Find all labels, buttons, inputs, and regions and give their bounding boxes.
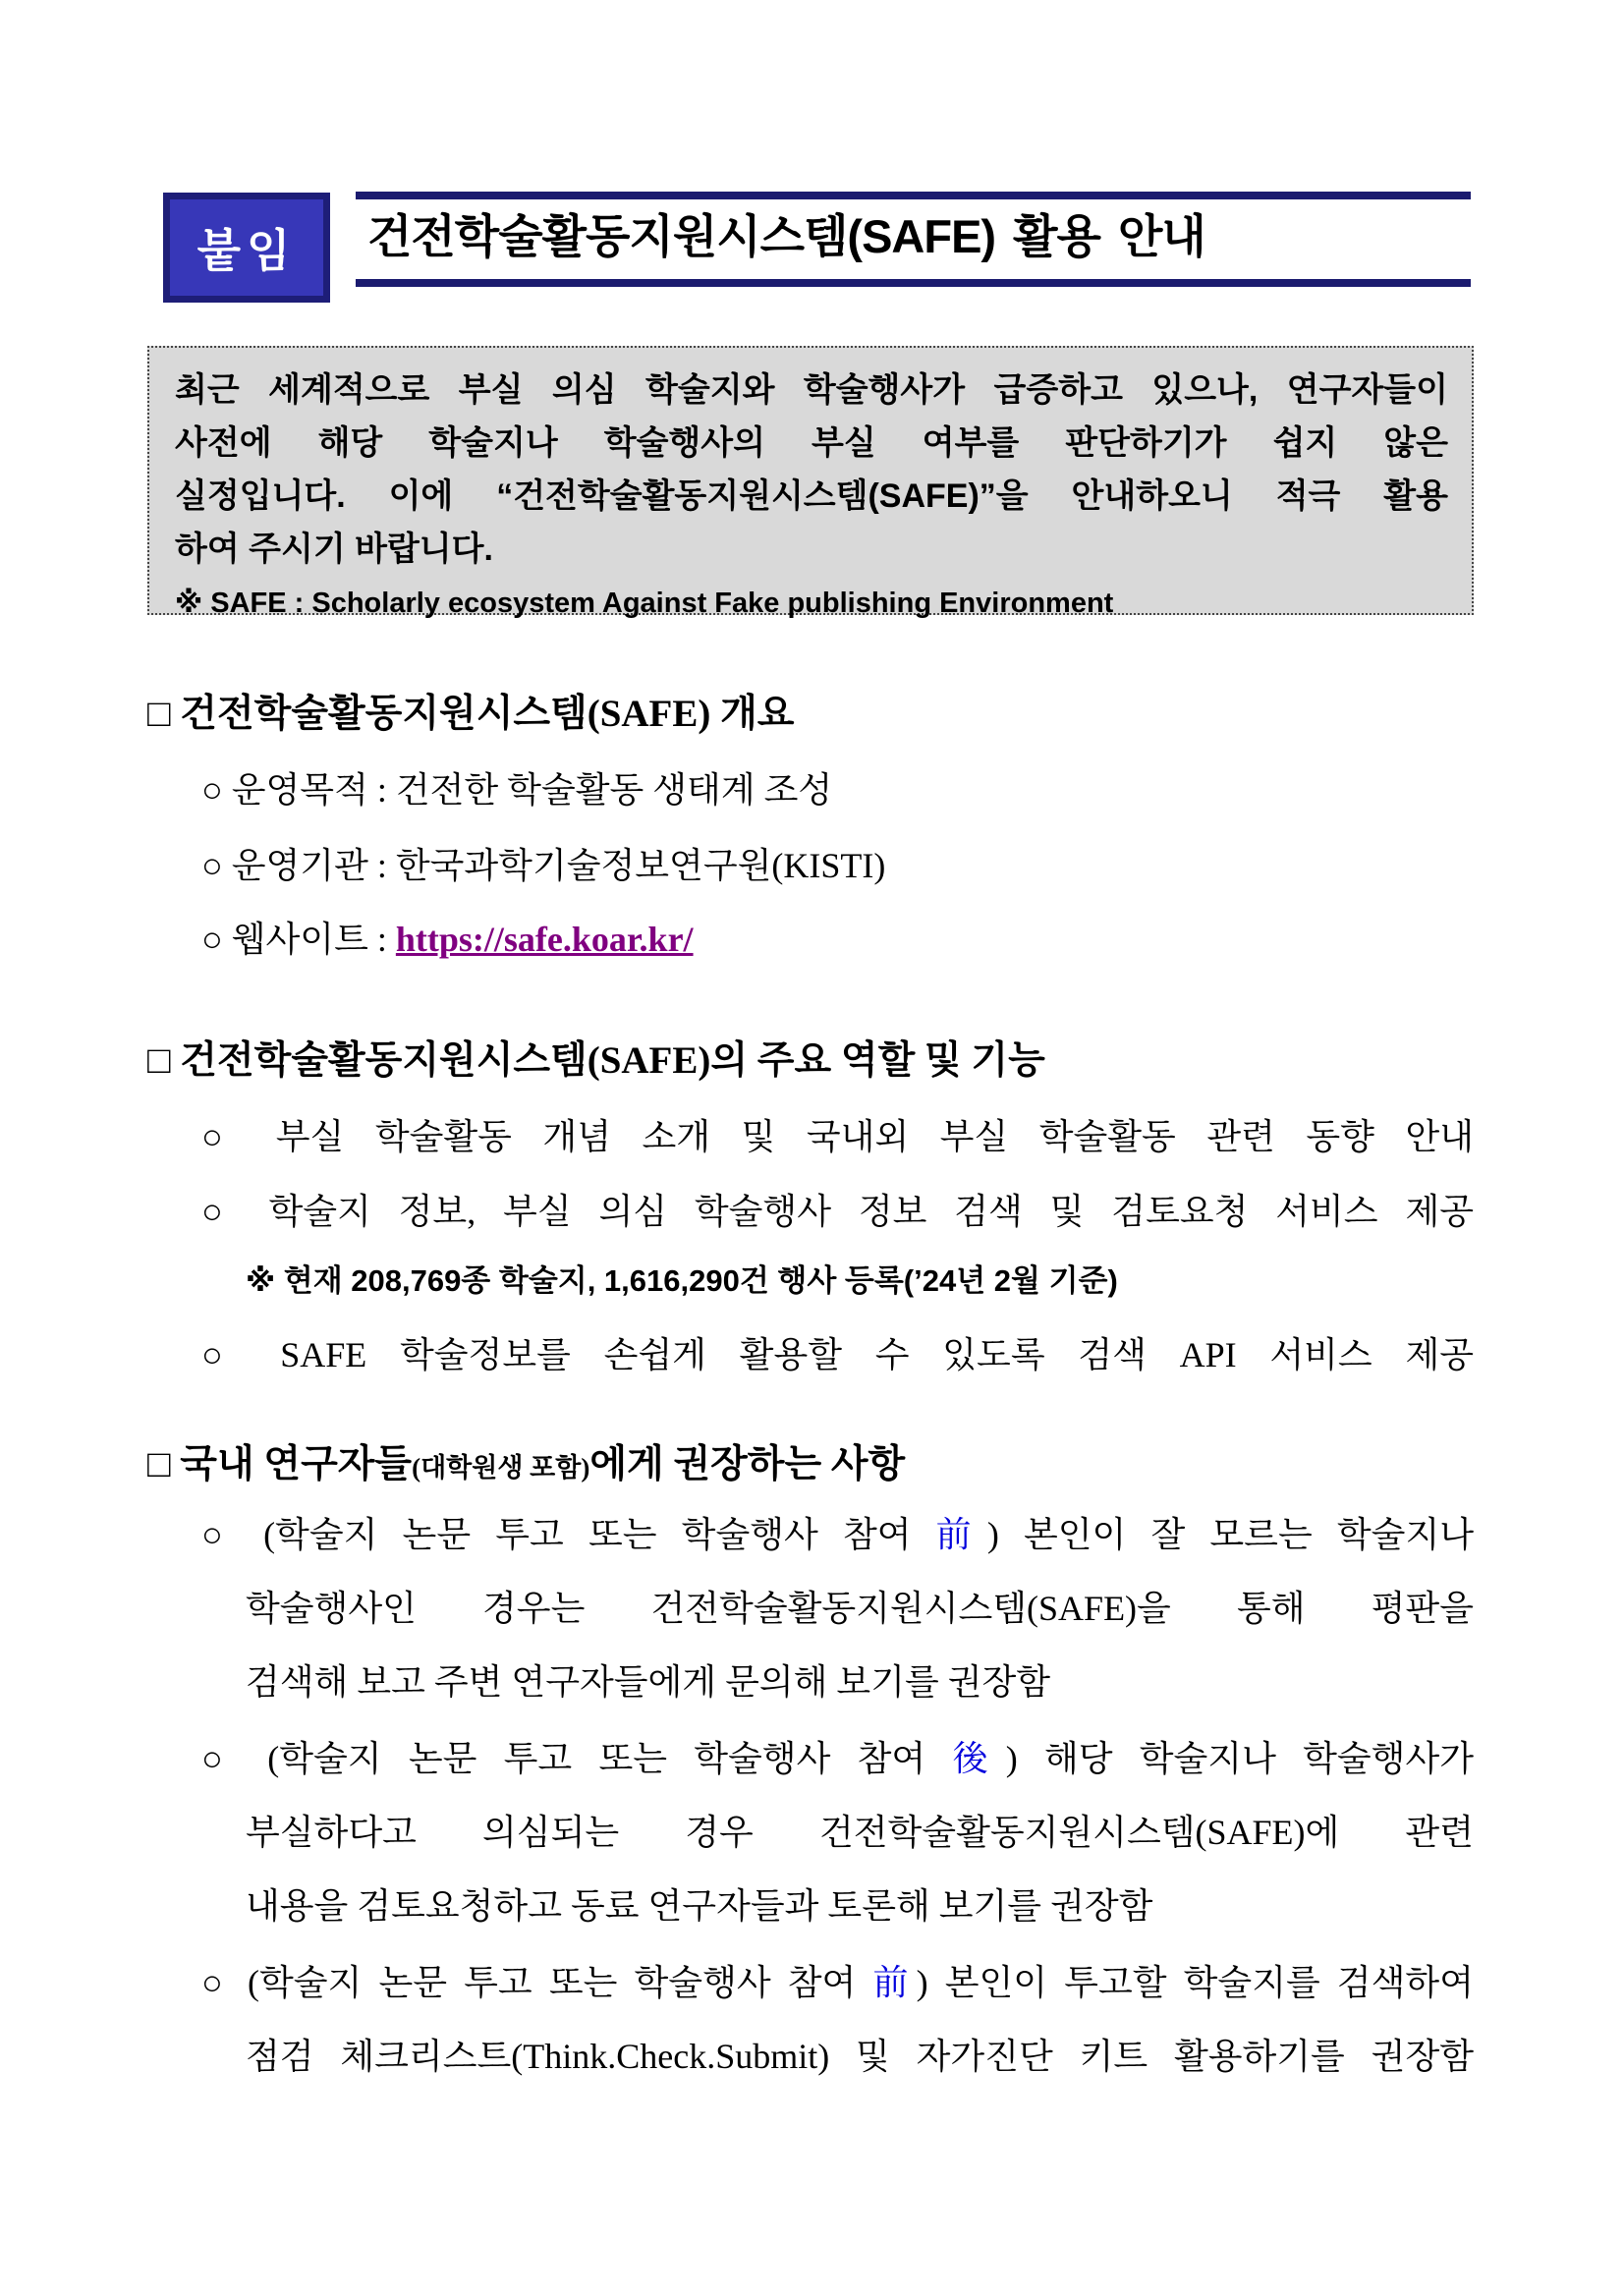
bullet2-post: ) 해당 학술지나 학술행사가	[1005, 1739, 1474, 1778]
safe-acronym-note: ※ SAFE : Scholarly ecosystem Against Fake publishing Environment	[175, 588, 1114, 619]
document-title: 건전학술활동지원시스템(SAFE) 활용 안내	[367, 210, 1205, 262]
bullet3-post: ) 본인이 투고할 학술지를 검색하여	[916, 1963, 1474, 2002]
recommend-bullet2-line3: 내용을 검토요청하고 동료 연구자들과 토론해 보기를 권장함	[246, 1886, 1153, 1926]
intro-box	[147, 346, 1474, 619]
section-overview	[147, 690, 1474, 984]
intro-line-1: 최근 세계적으로 부실 의심 학술지와 학술행사가 급증하고 있으나, 연구자들이	[175, 371, 1448, 409]
registration-stats-note: ※ 현재 208,769종 학술지, 1,616,290건 행사 등록(’24년 2월 기준)	[246, 1263, 1118, 1298]
attachment-badge-label: 붙임	[196, 225, 297, 276]
heading-text-post: 에게 권장하는 사항	[589, 1443, 906, 1485]
hanja-after-icon: 後	[952, 1739, 1006, 1778]
recommend-bullet2-line2: 부실하다고 의심되는 경우 건전학술활동지원시스템(SAFE)에 관련	[246, 1813, 1474, 1852]
bullet-operation-agency: ○ 운영기관 : 한국과학기술정보연구원(KISTI)	[201, 846, 886, 885]
section-recommend-heading	[147, 1440, 905, 1492]
bullet1-pre: ○ (학술지 논문 투고 또는 학술행사 참여	[201, 1515, 936, 1554]
recommend-bullet3-line2: 점검 체크리스트(Think.Check.Submit) 및 자가진단 키트 활용하기를 권장함	[246, 2037, 1474, 2076]
intro-line-4: 하여 주시기 바랍니다.	[175, 531, 493, 568]
bullet-website	[201, 916, 1474, 963]
title-rule-top	[356, 192, 1471, 199]
website-label: ○ 웹사이트 :	[201, 920, 396, 959]
bullet-api-service: ○ SAFE 학술정보를 손쉽게 활용할 수 있도록 검색 API 서비스 제공	[201, 1335, 1474, 1374]
recommend-bullet3-line1	[201, 1959, 1474, 2006]
hanja-before2-icon: 前	[872, 1963, 917, 2002]
title-rule-bottom	[356, 279, 1471, 287]
intro-line-3: 실정입니다. 이에 “건전학술활동지원시스템(SAFE)”을 안내하오니 적극 활용	[175, 477, 1448, 515]
section-roles-heading: □ 건전학술활동지원시스템(SAFE)의 주요 역할 및 기능	[147, 1039, 1045, 1082]
intro-line-2: 사전에 해당 학술지나 학술행사의 부실 여부를 판단하기가 쉽지 않은	[175, 424, 1448, 462]
safe-website-link[interactable]: https://safe.koar.kr/	[395, 920, 694, 959]
bullet-concept-intro: ○ 부실 학술활동 개념 소개 및 국내외 부실 학술활동 관련 동향 안내	[201, 1117, 1474, 1156]
heading-text-small: (대학원생 포함)	[412, 1453, 590, 1483]
recommend-bullet1-line2: 학술행사인 경우는 건전학술활동지원시스템(SAFE)을 통해 평판을	[246, 1589, 1474, 1628]
section-roles	[147, 1036, 1474, 1390]
bullet1-post: ) 본인이 잘 모르는 학술지나	[986, 1515, 1474, 1554]
bullet-operation-purpose: ○ 운영목적 : 건전한 학술활동 생태계 조성	[201, 770, 833, 810]
bullet3-pre: ○ (학술지 논문 투고 또는 학술행사 참여	[201, 1963, 873, 2002]
recommend-bullet1-line3: 검색해 보고 주변 연구자들에게 문의해 보기를 권장함	[246, 1662, 1051, 1702]
heading-text-pre: □ 국내 연구자들	[147, 1443, 413, 1485]
hanja-before-icon: 前	[935, 1515, 987, 1554]
attachment-badge	[163, 193, 330, 303]
bullet-search-service: ○ 학술지 정보, 부실 의심 학술행사 정보 검색 및 검토요청 서비스 제공	[201, 1192, 1474, 1231]
section-recommend	[147, 1440, 1474, 2108]
recommend-bullet2-line1	[201, 1735, 1474, 1782]
recommend-bullet1-line1	[201, 1511, 1474, 1558]
section-overview-heading: □ 건전학술활동지원시스템(SAFE) 개요	[147, 693, 795, 735]
bullet2-pre: ○ (학술지 논문 투고 또는 학술행사 참여	[201, 1739, 953, 1778]
